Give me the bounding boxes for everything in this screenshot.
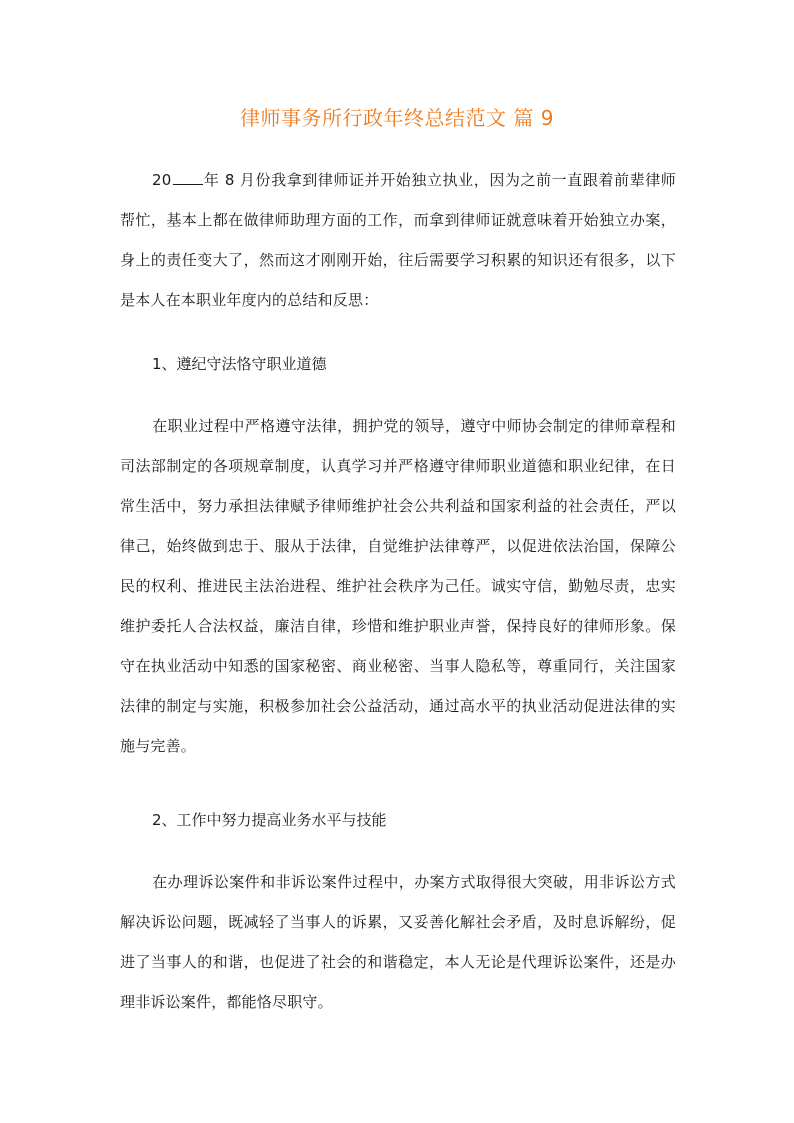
section-2-text: 在办理诉讼案件和非诉讼案件过程中，办案方式取得很大突破，用非诉讼方式解决诉讼问题，既减轻了当事人的诉累，又妥善化解社会矛盾，及时息诉解纷，促进了当事人的和谐，也促进了社会的和谐稳定，本人无论是代理诉讼案件，还是办理非诉讼案件，都能恪尽职守。 <box>120 873 676 1011</box>
year-blank <box>173 170 203 185</box>
document-title: 律师事务所行政年终总结范文 篇 9 <box>240 106 554 130</box>
section-1-heading: 1、遵纪守法恪守职业道德 <box>152 355 327 373</box>
intro-year-prefix: 20 <box>152 171 172 189</box>
section-1-body <box>120 406 676 766</box>
section-1-text: 在职业过程中严格遵守法律，拥护党的领导，遵守中师协会制定的律师章程和司法部制定的各项规章制度，认真学习并严格遵守律师职业道德和职业纪律，在日常生活中，努力承担法律赋予律师维护社会公共利益和国家利益的社会责任，严以律己，始终做到忠于、服从于法律，自觉维护法律尊严，以促进依法治国，保障公民的权利、推进民主法治进程、维护社会秩序为己任。诚实守信，勤勉尽责，忠实维护委托人合法权益，廉洁自律，珍惜和维护职业声誉，保持良好的律师形象。保守在执业活动中知悉的国家秘密、商业秘密、当事人隐私等，尊重同行，关注国家法律的制定与实施，积极参加社会公益活动，通过高水平的执业活动促进法律的实施与完善。 <box>120 417 676 755</box>
section-2-heading: 2、工作中努力提高业务水平与技能 <box>152 811 387 829</box>
section-2-body <box>120 862 676 1022</box>
intro-paragraph <box>120 160 676 320</box>
intro-text: 年 8 月份我拿到律师证并开始独立执业，因为之前一直跟着前辈律师帮忙，基本上都在做律师助理方面的工作，而拿到律师证就意味着开始独立办案，身上的责任变大了，然而这才刚刚开始，往后需要学习积累的知识还有很多，以下是本人在本职业年度内的总结和反思： <box>120 171 676 309</box>
